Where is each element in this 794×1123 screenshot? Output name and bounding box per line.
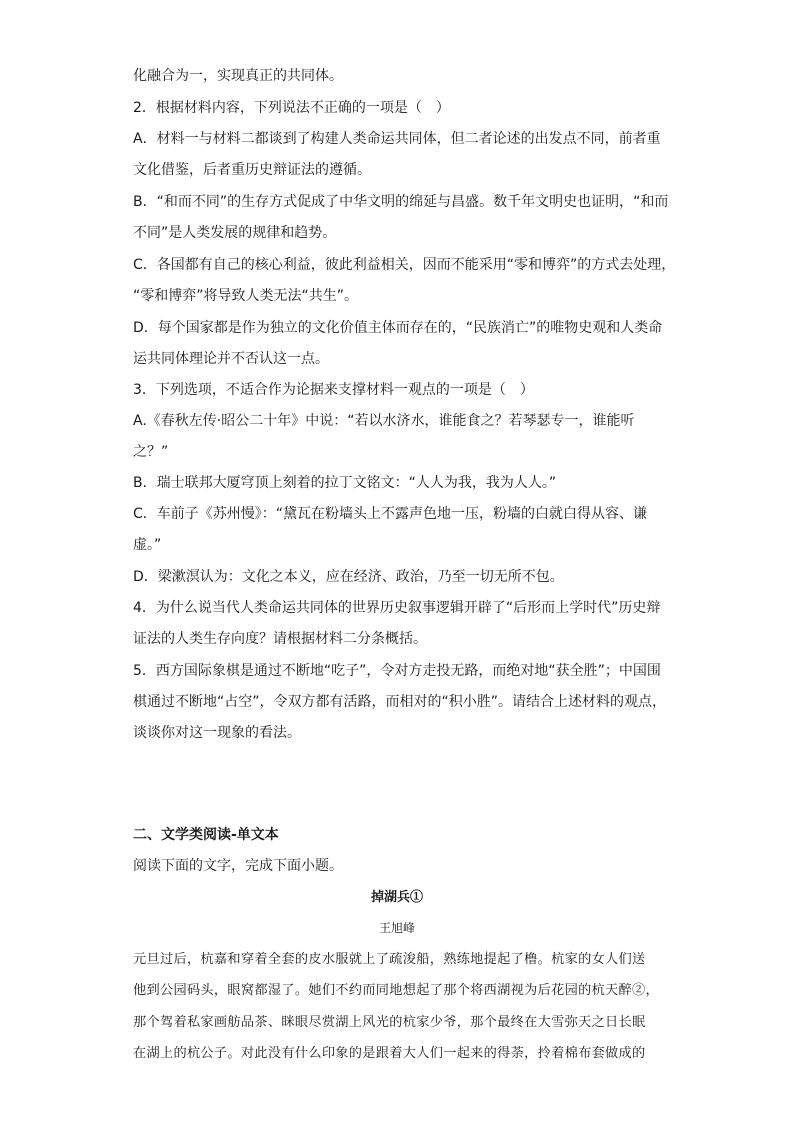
text-line: 化融合为一，实现真正的共同体。 [133, 68, 343, 84]
q3-option-d: D．梁漱溟认为：文化之本义，应在经济、政治，乃至一切无所不包。 [133, 569, 564, 585]
story-line: 那个驾着私家画舫品茶、眯眼尽赏湖上风光的杭家少爷，那个最终在大雪弥天之日长眠 [133, 1015, 646, 1030]
question-2-stem: 2．根据材料内容，下列说法不正确的一项是（ ） [133, 100, 450, 116]
q3-option-a-line-1: A.《春秋左传·昭公二十年》中说：“若以水济水，谁能食之？若琴瑟专一，谁能听 [133, 413, 635, 429]
question-5-line-1: 5．西方国际象棋是通过不断地“吃子”，令对方走投无路，而绝对地“获全胜”；中国围 [133, 663, 661, 679]
option-b-line-1: B．“和而不同”的生存方式促成了中华文明的绵延与昌盛。数千年文明史也证明，“和而 [133, 194, 669, 210]
option-a-line-1: A．材料一与材料二都谈到了构建人类命运共同体，但二者论述的出发点不同，前者重 [133, 131, 661, 147]
question-4-line-2: 证法的人类生存向度？请根据材料二分条概括。 [133, 631, 427, 647]
option-b-line-2: 不同”是人类发展的规律和趋势。 [133, 225, 337, 241]
q3-option-c-line-1: C．车前子《苏州慢》：“黛瓦在粉墙头上不露声色地一压，粉墙的白就白得从容、谦 [133, 506, 648, 522]
section-instruction: 阅读下面的文字，完成下面小题。 [133, 858, 343, 874]
option-d-line-1: D．每个国家都是作为独立的文化价值主体而存在的，“民族消亡”的唯物史观和人类命 [133, 320, 663, 336]
option-d-line-2: 运共同体理论并不否认这一点。 [133, 351, 329, 367]
story-author: 王旭峰 [378, 921, 415, 935]
question-3-stem: 3．下列选项，不适合作为论据来支撑材料一观点的一项是（ ） [133, 382, 534, 398]
question-4-line-1: 4．为什么说当代人类命运共同体的世界历史叙事逻辑开辟了“后形而上学时代”历史辩 [133, 600, 661, 616]
story-line: 在湖上的杭公子。对此没有什么印象的是跟着大人们一起来的得荼，拎着棉布套做成的 [133, 1046, 646, 1061]
option-a-line-2: 文化借鉴，后者重历史辩证法的遵循。 [133, 162, 371, 178]
story-line: 元旦过后，杭嘉和穿着全套的皮水服就上了疏浚船，熟练地提起了橹。杭家的女人们送 [133, 952, 646, 967]
section-heading: 二、文学类阅读-单文本 [133, 827, 279, 843]
story-title: 掉湖兵① [370, 890, 423, 905]
q3-option-a-line-2: 之？” [133, 444, 169, 460]
question-5-line-3: 谈谈你对这一现象的看法。 [133, 725, 301, 741]
story-line: 他到公园码头，眼窝都湿了。她们不约而同地想起了那个将西湖视为后花园的杭天醉②， [133, 983, 660, 998]
q3-option-b: B．瑞士联邦大厦穹顶上刻着的拉丁文铭文：“人人为我，我为人人。” [133, 475, 557, 491]
q3-option-c-line-2: 虚。” [133, 537, 162, 553]
option-c-line-1: C．各国都有自己的核心利益，彼此利益相关，因而不能采用“零和博弈”的方式去处理， [133, 257, 676, 273]
option-c-line-2: “零和博弈”将导致人类无法“共生”。 [133, 288, 359, 304]
question-5-line-2: 棋通过不断地“占空”，令双方都有活路，而相对的“积小胜”。请结合上述材料的观点， [133, 694, 667, 710]
